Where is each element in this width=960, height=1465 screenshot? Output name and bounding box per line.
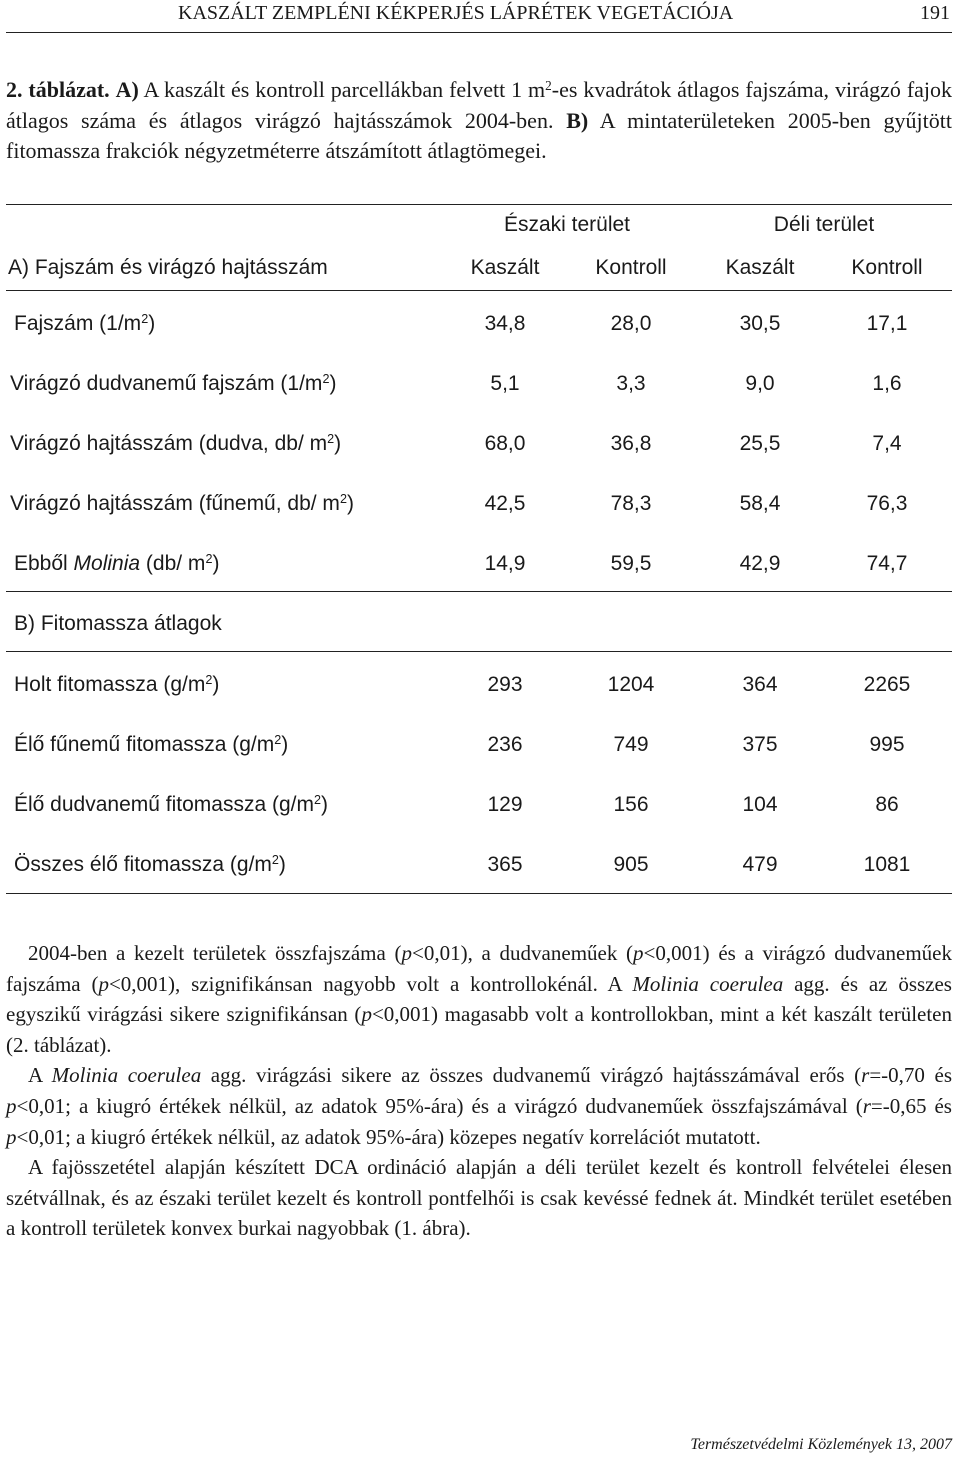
table-cell: 25,5 xyxy=(739,432,781,455)
table-cell: 34,8 xyxy=(484,312,526,335)
caption-part-a-label: A) xyxy=(115,77,139,102)
table-cell: 58,4 xyxy=(739,492,781,515)
table-top-rule xyxy=(6,204,952,205)
table-cell: 74,7 xyxy=(866,552,908,575)
section-a-title: A) Fajszám és virágzó hajtásszám xyxy=(8,256,328,279)
table-cell: 995 xyxy=(869,733,905,756)
group-header-north: Északi terület xyxy=(503,213,631,236)
section-rule xyxy=(6,651,952,652)
row-label: Virágzó dudvanemű fajszám $(1/m^2)$ xyxy=(10,372,337,395)
column-header: Kontroll xyxy=(595,256,667,279)
table-cell: 30,5 xyxy=(739,312,781,335)
row-label: Virágzó hajtásszám (dudva, db/ $m^2$) xyxy=(10,432,342,455)
table-cell: 28,0 xyxy=(610,312,652,335)
paragraph: A fajösszetétel alapján készített DCA ordináció alapján a déli terület kezelt és kontroll felvételei élesen szétvállnak, és az északi terület kezelt és kontroll pontfelhői is csak kevéssé fednek át. Mindkét terület esetében a kontroll területek konvex burkai nagyobbak (1. ábra). xyxy=(6,1155,952,1241)
running-title: KASZÁLT ZEMPLÉNI KÉKPERJÉS LÁPRÉTEK VEGETÁCIÓJA xyxy=(178,2,734,24)
table-cell: 2265 xyxy=(863,673,911,696)
column-header: Kaszált xyxy=(725,256,795,279)
body-text xyxy=(6,938,952,1244)
caption-part-b-text: A mintaterületeken 2005-ben gyűjtött fitomassza frakciók négyzetméterre átszámított átlagtömegei. xyxy=(6,107,952,164)
table-cell: 104 xyxy=(742,793,778,816)
table-cell: 1,6 xyxy=(872,372,902,395)
table-cell: 14,9 xyxy=(484,552,526,575)
table-cell: 749 xyxy=(613,733,649,756)
table-cell: 156 xyxy=(613,793,649,816)
section-b-title: B) Fitomassza átlagok xyxy=(14,612,222,635)
row-label: Virágzó hajtásszám (fűnemű, db/ $m^2$) xyxy=(10,492,354,515)
table-cell: 7,4 xyxy=(872,432,902,455)
table-cell: 42,5 xyxy=(484,492,526,515)
table-cell: 5,1 xyxy=(490,372,520,395)
table-cell: 236 xyxy=(487,733,523,756)
table-cell: 479 xyxy=(742,853,778,876)
table-cell: 905 xyxy=(613,853,649,876)
table-cell: 1204 xyxy=(607,673,655,696)
column-header: Kontroll xyxy=(851,256,923,279)
table-bottom-rule xyxy=(6,893,952,894)
row-label: Fajszám $(1/m^2)$ xyxy=(14,312,156,335)
section-rule xyxy=(6,591,952,592)
header-rule xyxy=(6,290,952,291)
table-cell: 364 xyxy=(742,673,778,696)
table-cell: 293 xyxy=(487,673,523,696)
table-cell: 17,1 xyxy=(866,312,908,335)
paragraph: A Molinia coerulea agg. virágzási sikere az összes dudvanemű virágzó hajtásszámával erős (r=-0,70 és p<0,01; a kiugró értékek nélkül, az adatok 95%-ára) és a virágzó dudvaneműek összfajszámával (r=-0,65 és p<0,01; a kiugró értékek nélkül, az adatok 95%-ára) közepes negatív korrelációt mutatott. xyxy=(6,1063,952,1149)
table-cell: 42,9 xyxy=(739,552,781,575)
table-cell: 1081 xyxy=(863,853,911,876)
row-label: Élő fűnemű fitomassza $(g/m^2)$ xyxy=(14,733,289,756)
page-number: 191 xyxy=(920,2,950,24)
table-cell: 78,3 xyxy=(610,492,652,515)
table-cell: 375 xyxy=(742,733,778,756)
column-header: Kaszált xyxy=(470,256,540,279)
journal-footer: Természetvédelmi Közlemények 13, 2007 xyxy=(690,1436,952,1453)
caption-part-a-text-cont: -es kvadrátok átlagos fajszáma, virágzó fajok átlagos száma és átlagos virágzó hajtásszámok 2004-ben. xyxy=(6,77,953,133)
table-cell: 76,3 xyxy=(866,492,908,515)
table-cell: 59,5 xyxy=(610,552,652,575)
table-cell: 3,3 xyxy=(616,372,646,395)
table-cell: 365 xyxy=(487,853,523,876)
table-cell: 129 xyxy=(487,793,523,816)
data-table xyxy=(6,199,952,897)
table-caption xyxy=(6,75,952,167)
caption-part-a-text: A kaszált és kontroll parcellákban felvett 1 m xyxy=(138,77,546,102)
table-cell: 36,8 xyxy=(610,432,652,455)
row-label: Összes élő fitomassza $(g/m^2)$ xyxy=(14,853,286,876)
table-label: 2. táblázat. xyxy=(6,77,110,102)
row-label: Élő dudvanemű fitomassza $(g/m^2)$ xyxy=(14,793,328,816)
row-label: Ebből Molinia (db/ $m^2$) xyxy=(14,552,220,575)
group-header-south: Déli terület xyxy=(773,213,875,236)
caption-part-b-label: B) xyxy=(566,107,589,133)
paragraph: 2004-ben a kezelt területek összfajszáma (p<0,01), a dudvaneműek (p<0,001) és a virágzó dudvaneműek fajszáma (p<0,001), szignifikánsan nagyobb volt a kontrollokénál. A Molinia coerulea agg. és az összes egyszikű virágzási sikere szignifikánsan (p<0,001) magasabb volt a kontrollokban, mint a két kaszált területen (2. táblázat). xyxy=(6,941,953,1057)
table-cell: 9,0 xyxy=(745,372,775,395)
running-header xyxy=(6,0,952,33)
table-cell: 86 xyxy=(875,793,899,816)
row-label: Holt fitomassza $(g/m^2)$ xyxy=(14,673,220,696)
table-cell: 68,0 xyxy=(484,432,526,455)
caption-superscript: 2 xyxy=(545,77,552,93)
